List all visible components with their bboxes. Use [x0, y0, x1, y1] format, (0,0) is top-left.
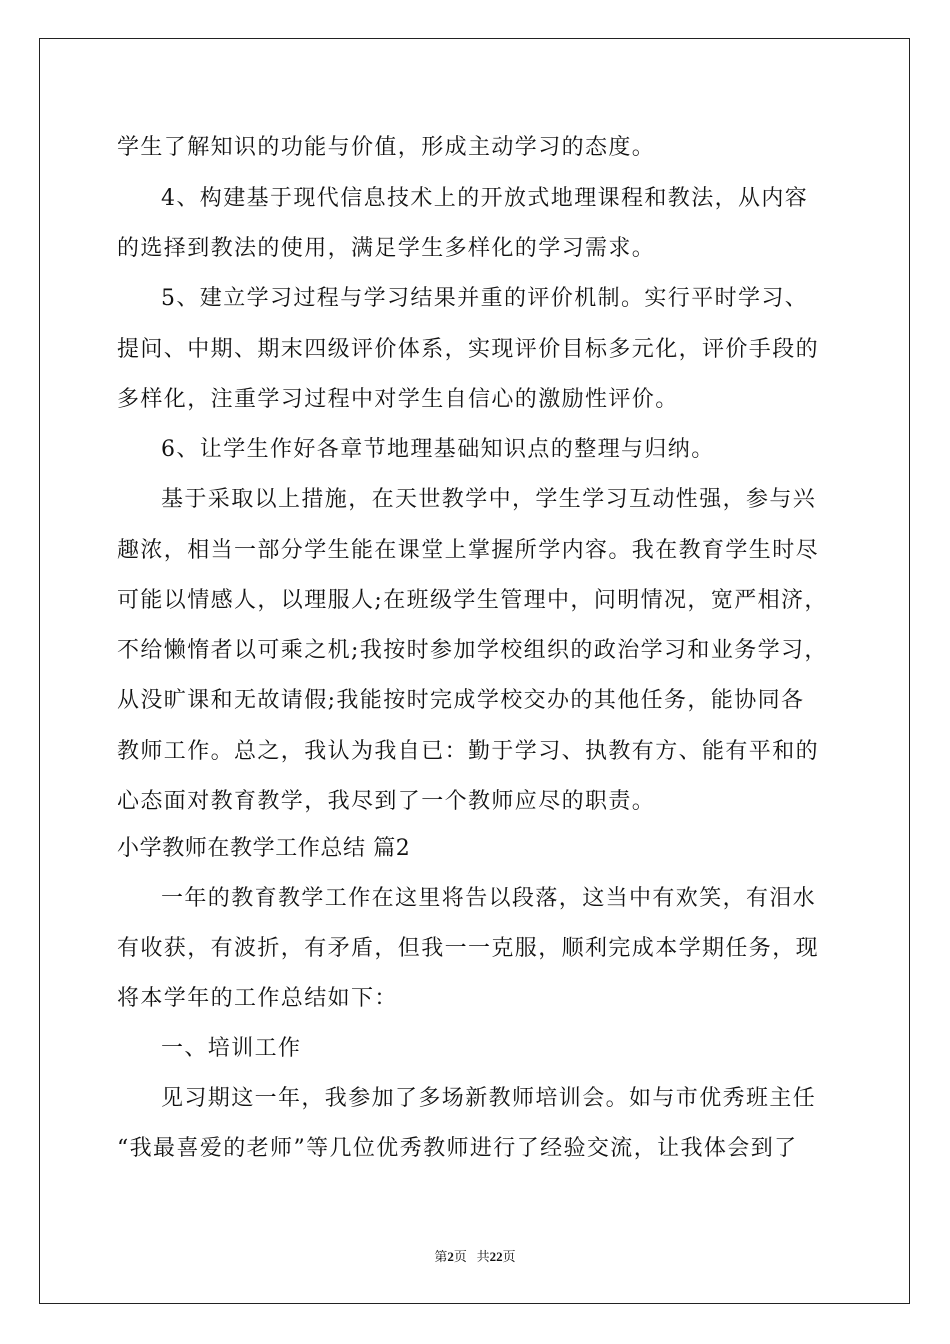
page-footer	[0, 1246, 950, 1265]
text-line: 教师工作。总之，我认为我自已：勤于学习、执教有方、能有平和的	[117, 739, 820, 764]
text-line: 基于采取以上措施，在天世教学中，学生学习互动性强，参与兴	[161, 487, 817, 512]
text-line: 见习期这一年，我参加了多场新教师培训会。如与市优秀班主任	[161, 1086, 817, 1111]
text-line: 可能以情感人，以理服人;在班级学生管理中，问明情况，宽严相济，	[117, 588, 828, 613]
text-line: 有收获，有波折，有矛盾，但我一一克服，顺利完成本学期任务，现	[117, 936, 820, 961]
text-line: 心态面对教育教学，我尽到了一个教师应尽的职责。	[117, 789, 656, 814]
text-line: 6、让学生作好各章节地理基础知识点的整理与归纳。	[161, 437, 715, 462]
section-heading: 小学教师在教学工作总结 篇2	[117, 836, 411, 861]
total-page-count: 22	[489, 1249, 503, 1264]
text-line: 一年的教育教学工作在这里将告以段落，这当中有欢笑，有泪水	[161, 886, 817, 911]
text-line: 的选择到教法的使用，满足学生多样化的学习需求。	[117, 236, 656, 261]
footer-prefix: 第	[434, 1249, 448, 1264]
text-line: 提问、中期、期末四级评价体系，实现评价目标多元化，评价手段的	[117, 337, 820, 362]
text-line: 学生了解知识的功能与价值，形成主动学习的态度。	[117, 135, 656, 160]
text-line: 4、构建基于现代信息技术上的开放式地理课程和教法，从内容	[161, 186, 809, 211]
text-line: 将本学年的工作总结如下：	[117, 986, 398, 1011]
page-border	[39, 38, 910, 1304]
text-line: 不给懒惰者以可乘之机;我按时参加学校组织的政治学习和业务学习，	[117, 638, 828, 663]
footer-total-prefix: 共	[476, 1249, 490, 1264]
subsection-heading: 一、培训工作	[161, 1036, 302, 1061]
text-line: 从没旷课和无故请假;我能按时完成学校交办的其他任务，能协同各	[117, 688, 805, 713]
text-line: 多样化，注重学习过程中对学生自信心的激励性评价。	[117, 387, 679, 412]
text-line: “我最喜爱的老师”等几位优秀教师进行了经验交流，让我体会到了	[117, 1136, 798, 1161]
footer-total-suffix: 页	[502, 1249, 516, 1264]
text-line: 5、建立学习过程与学习结果并重的评价机制。实行平时学习、	[161, 286, 809, 311]
footer-page-suffix: 页	[453, 1249, 467, 1264]
current-page-number: 2	[447, 1249, 454, 1264]
text-line: 趣浓，相当一部分学生能在课堂上掌握所学内容。我在教育学生时尽	[117, 538, 820, 563]
